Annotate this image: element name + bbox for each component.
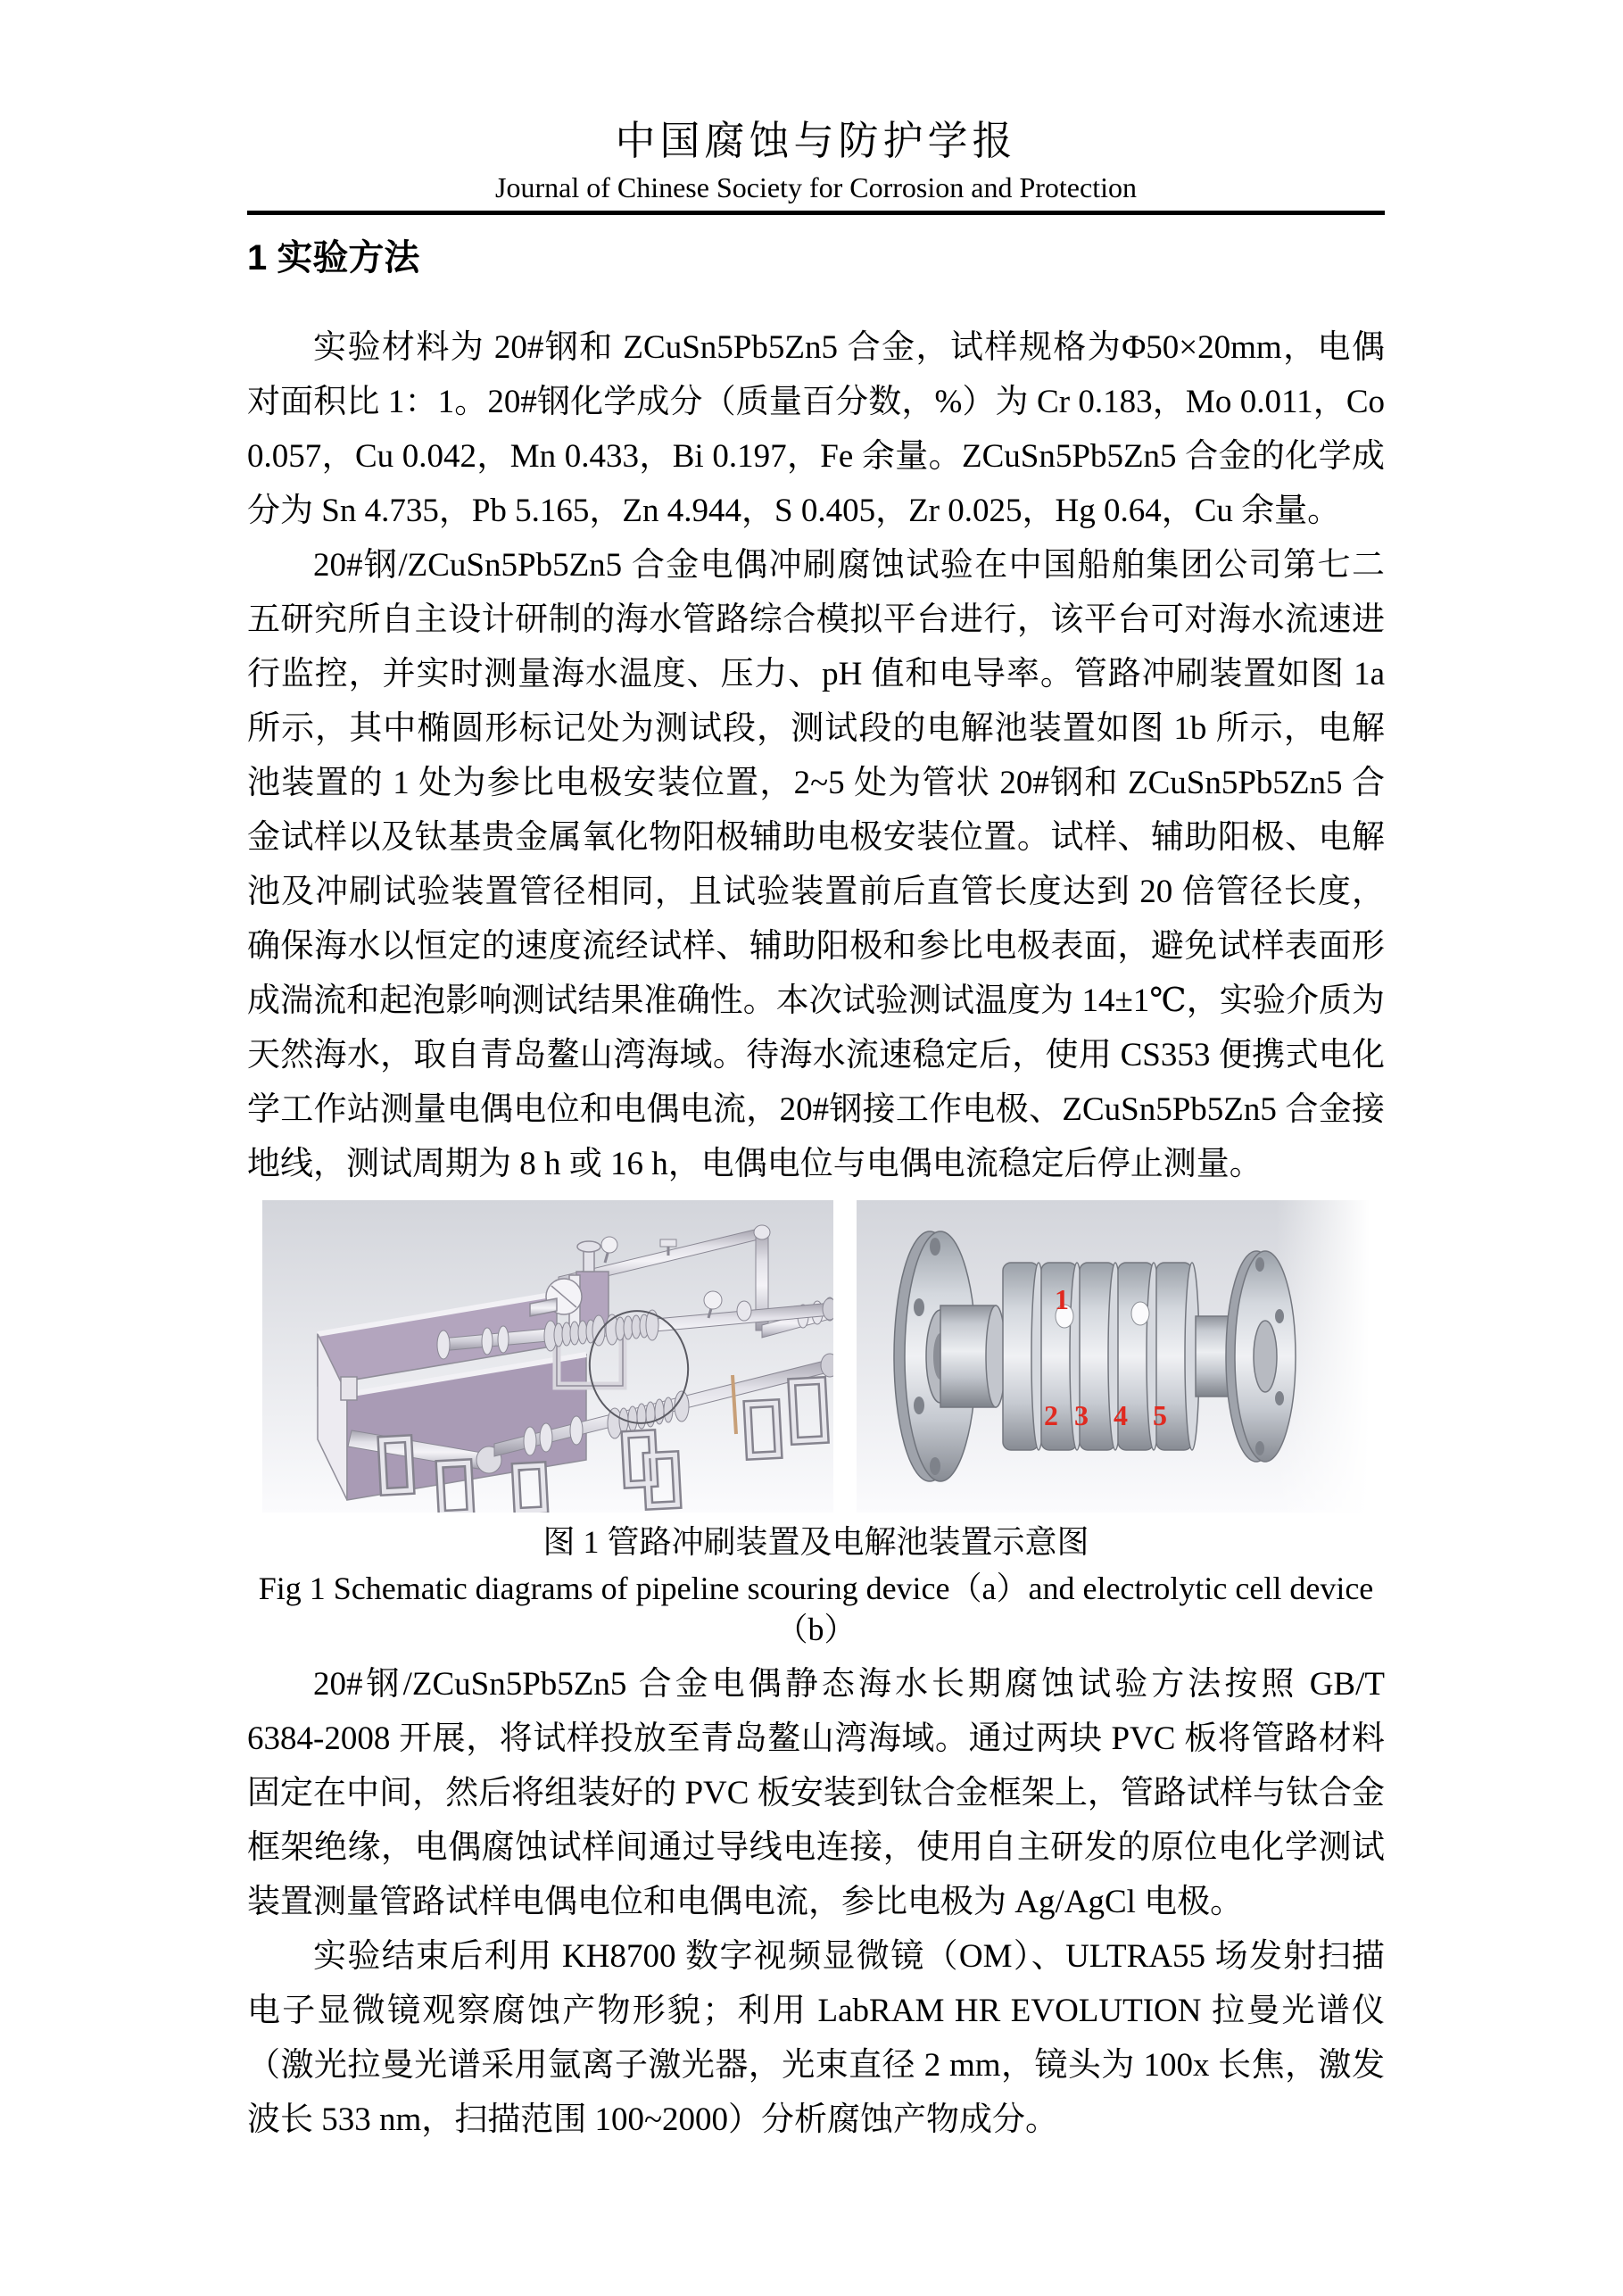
article-body <box>247 236 1385 2147</box>
paragraph-scouring-test: 20#钢/ZCuSn5Pb5Zn5 合金电偶冲刷腐蚀试验在中国船舶集团公司第七二五研究所自主设计研制的海水管路综合模拟平台进行，该平台可对海水流速进行监控，并实时测量海水温度、压力、pH 值和电导率。管路冲刷装置如图 1a 所示，其中椭圆形标记处为测试段，测试段的电解池装置如图 1b 所示，电解池装置的 1 处为参比电极安装位置，2~5 处为管状 20#钢和 ZCuSn5Pb5Zn5 合金试样以及钛基贵金属氧化物阳极辅助电极安装位置。试样、辅助阳极、电解池及冲刷试验装置管径相同，且试验装置前后直管长度达到 20 倍管径长度，确保海水以恒定的速度流经试样、辅助阳极和参比电极表面，避免试样表面形成湍流和起泡影响测试结果准确性。本次试验测试温度为 14±1℃，实验介质为天然海水，取自青岛鳌山湾海域。待海水流速稳定后，使用 CS353 便携式电化学工作站测量电偶电位和电偶电流，20#钢接工作电极、ZCuSn5Pb5Zn5 合金接地线，测试周期为 8 h 或 16 h，电偶电位与电偶电流稳定后停止测量。 <box>247 547 1385 1182</box>
section-heading: 1 实验方法 <box>247 238 420 278</box>
paragraph-static-test: 20#钢/ZCuSn5Pb5Zn5 合金电偶静态海水长期腐蚀试验方法按照 GB/T 6384-2008 开展，将试样投放至青岛鳌山湾海域。通过两块 PVC 板将管路材料固定在中间，然后将组装好的 PVC 板安装到钛合金框架上，管路试样与钛合金框架绝缘，电偶腐蚀试样间通过导线电连接，使用自主研发的原位电化学测试装置测量管路试样电偶电位和电偶电流，参比电极为 Ag/AgCl 电极。 <box>247 1666 1385 1920</box>
journal-title-en: Journal of Chinese Society for Corrosion and Protection <box>495 171 1137 203</box>
figure-1b-electrolytic-cell-image <box>857 1200 1370 1513</box>
paragraph-materials: 实验材料为 20#钢和 ZCuSn5Pb5Zn5 合金，试样规格为Φ50×20mm，电偶对面积比 1：1。20#钢化学成分（质量百分数，%）为 Cr 0.183，Mo 0.011，Co 0.057，Cu 0.042，Mn 0.433，Bi 0.197，Fe 余量。ZCuSn5Pb5Zn5 合金的化学成分为 Sn 4.735，Pb 5.165，Zn 4.944，S 0.405，Zr 0.025，Hg 0.64，Cu 余量。 <box>247 329 1385 529</box>
figure-1 <box>247 1200 1385 1650</box>
journal-title-zh: 中国腐蚀与防护学报 <box>615 119 1017 163</box>
electrode-discs <box>1003 1263 1199 1450</box>
figure-1-images <box>247 1200 1385 1513</box>
electrode-label-5: 5 <box>1153 1399 1167 1431</box>
journal-header <box>247 118 1385 215</box>
figure-1-caption-en: Fig 1 Schematic diagrams of pipeline scouring device（a）and electrolytic cell device （b） <box>258 1571 1374 1647</box>
left-hub-cylinder <box>940 1305 1006 1407</box>
electrode-port <box>1131 1302 1149 1325</box>
electrode-label-4: 4 <box>1114 1399 1128 1431</box>
electrode-label-2: 2 <box>1044 1399 1058 1431</box>
figure-1-caption-zh: 图 1 管路冲刷装置及电解池装置示意图 <box>542 1524 1089 1560</box>
electrode-label-3: 3 <box>1074 1399 1089 1431</box>
header-divider <box>247 211 1385 215</box>
electrode-label-1: 1 <box>1055 1283 1069 1315</box>
paragraph-characterization: 实验结束后利用 KH8700 数字视频显微镜（OM）、ULTRA55 场发射扫描电子显微镜观察腐蚀产物形貌；利用 LabRAM HR EVOLUTION 拉曼光谱仪（激光拉曼光谱采用氩离子激光器，光束直径 2 mm，镜头为 100x 长焦，激发波长 533 nm，扫描范围 100~2000）分析腐蚀产物成分。 <box>247 1938 1385 2138</box>
figure-1a-pipeline-scouring-device-image <box>262 1200 833 1513</box>
